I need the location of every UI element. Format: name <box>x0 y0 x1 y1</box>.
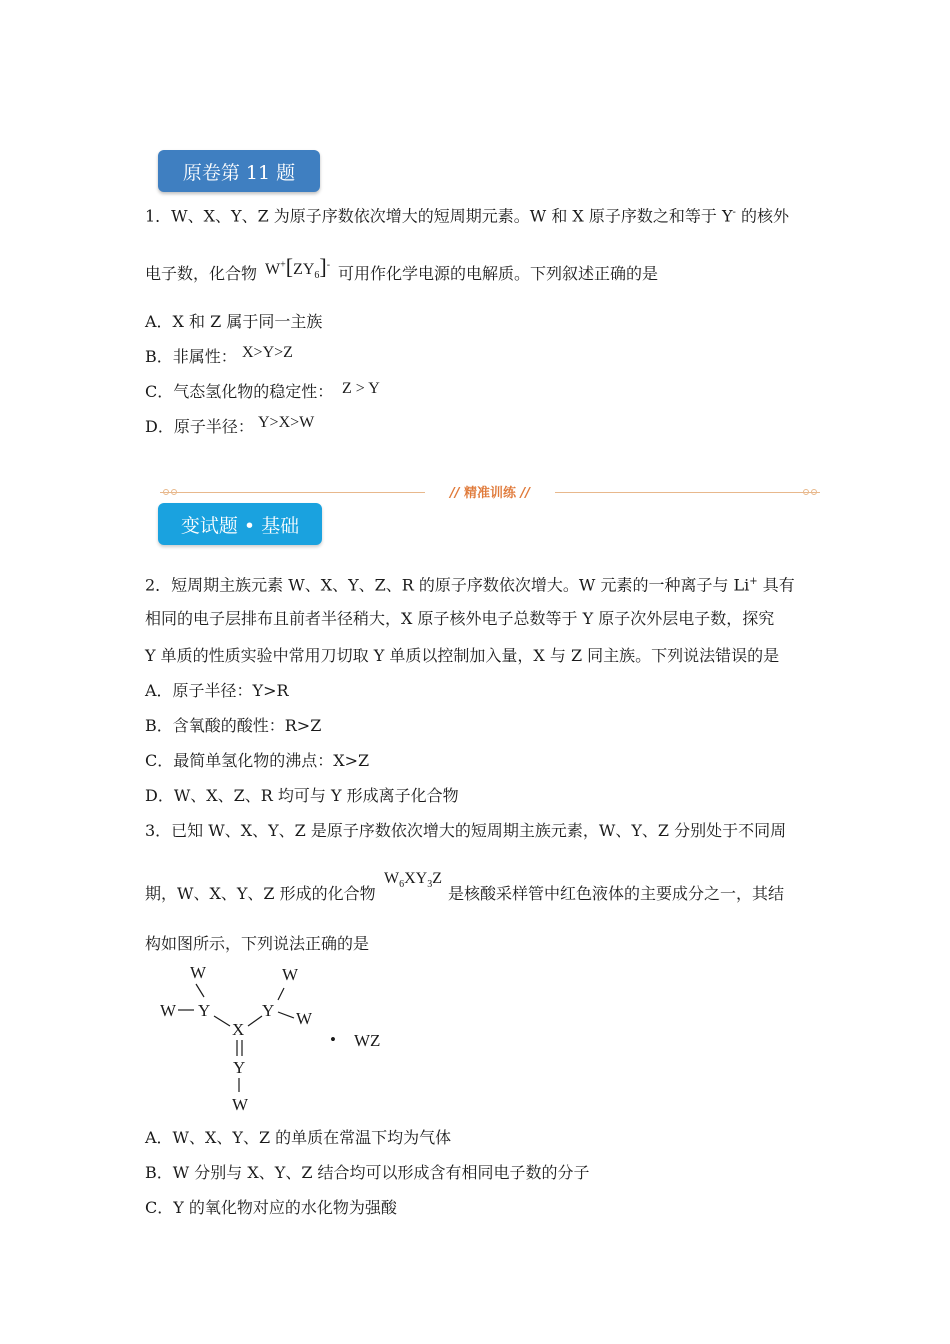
question-1-line-2 <box>145 264 257 284</box>
option-math: Z > Y <box>342 380 380 397</box>
superscript: - <box>326 259 331 271</box>
question-2-line-2 <box>145 609 774 629</box>
question-text: 可用作化学电源的电解质。下列叙述正确的是 <box>338 264 659 283</box>
question-text: 的核外 <box>735 206 790 226</box>
section-banner-variant <box>158 503 322 545</box>
subscript: 6 <box>314 270 320 282</box>
option-b[interactable] <box>145 1163 590 1183</box>
atom-w: W <box>296 1009 313 1028</box>
question-text: 3．已知 W、X、Y、Z 是原子序数依次增大的短周期主族元素，W、Y、Z 分别处于不同周 <box>145 821 787 840</box>
option-label: D．原子半径： <box>145 417 254 436</box>
option-d-math <box>258 414 314 432</box>
structure-diagram <box>150 960 410 1120</box>
formula-cation: W <box>265 261 281 278</box>
option-c[interactable] <box>145 382 333 402</box>
question-text: 2．短周期主族元素 W、X、Y、Z、R 的原子序数依次增大。W 元素的一种离子与 Li <box>145 575 750 595</box>
divider-label: // 精准训练 // <box>449 486 531 501</box>
option-label: D．W、X、Z、R 均可与 Y 形成离子化合物 <box>145 786 459 805</box>
question-text: 电子数，化合物 <box>145 264 258 283</box>
option-math: X>Y>Z <box>242 344 293 361</box>
option-d[interactable] <box>145 417 254 437</box>
question-2-line-1 <box>145 572 795 595</box>
divider-dots-icon <box>162 488 178 496</box>
formula-w6xy3z: $W_6XY_3Z$ <box>384 870 442 891</box>
superscript: + <box>749 576 758 587</box>
atom-w: W <box>232 1095 249 1114</box>
option-label: C．最简单氢化物的沸点：X>Z <box>145 751 370 770</box>
question-text: 具有 <box>757 575 795 595</box>
question-3-line-3 <box>145 934 369 954</box>
formula-anion: ZY <box>293 261 315 278</box>
question-text: Y 单质的性质实验中常用刀切取 Y 单质以控制加入量，X 与 Z 同主族。下列说法错误的是 <box>145 646 780 665</box>
atom-w: W <box>160 1001 177 1020</box>
option-label: A．原子半径：Y>R <box>145 681 289 700</box>
question-text: 相同的电子层排布且前者半径稍大，X 原子核外电子总数等于 Y 原子次外层电子数，探究 <box>145 609 775 628</box>
option-math: Y>X>W <box>258 414 315 431</box>
question-1-line-1 <box>145 203 789 226</box>
section-banner-label: 变试题 • 基础 <box>180 514 300 537</box>
question-1-line-2-tail <box>338 264 658 284</box>
option-label: A．W、X、Y、Z 的单质在常温下均为气体 <box>145 1128 452 1147</box>
question-text: 期，W、X、Y、Z 形成的化合物 <box>145 884 376 903</box>
atom-w: W <box>282 965 299 984</box>
atom-y: Y <box>233 1058 246 1077</box>
option-c[interactable] <box>145 751 369 771</box>
superscript: - <box>732 207 736 218</box>
superscript: + <box>280 259 286 271</box>
bullet-dot: • <box>330 1030 336 1049</box>
option-label: C．气态氢化物的稳定性： <box>145 382 334 401</box>
question-text: 1．W、X、Y、Z 为原子序数依次增大的短周期元素。W 和 X 原子序数之和等于 Y <box>145 206 733 226</box>
question-text: 构如图所示，下列说法正确的是 <box>145 934 370 953</box>
option-label: B．W 分别与 X、Y、Z 结合均可以形成含有相同电子数的分子 <box>145 1163 590 1182</box>
question-2-line-3 <box>145 646 779 666</box>
option-d[interactable] <box>145 786 459 806</box>
option-b[interactable] <box>145 347 237 367</box>
option-c-math <box>342 380 380 398</box>
option-b[interactable] <box>145 716 321 736</box>
option-b-math <box>242 344 293 362</box>
atom-y: Y <box>198 1001 211 1020</box>
option-label: C．Y 的氧化物对应的水化物为强酸 <box>145 1198 397 1217</box>
salt-wz: WZ <box>354 1031 381 1050</box>
question-3-line-2 <box>145 884 376 904</box>
question-3-line-1 <box>145 821 786 841</box>
atom-w: W <box>190 963 207 982</box>
divider-dots-icon <box>802 488 818 496</box>
option-label: B．含氧酸的酸性：R>Z <box>145 716 322 735</box>
section-banner-label: 原卷第 11 题 <box>182 161 296 184</box>
formula-w-zy6: $W^+[ZY_6]^-$ <box>265 254 331 282</box>
option-a[interactable] <box>145 1128 451 1148</box>
option-a[interactable] <box>145 312 322 332</box>
option-c[interactable] <box>145 1198 397 1218</box>
section-divider <box>160 482 820 502</box>
question-3-line-2-tail <box>448 884 784 904</box>
option-label: A．X 和 Z 属于同一主族 <box>145 312 323 331</box>
section-banner-original <box>158 150 320 192</box>
option-a[interactable] <box>145 681 289 701</box>
atom-y: Y <box>262 1001 275 1020</box>
question-text: 是核酸采样管中红色液体的主要成分之一，其结 <box>448 884 785 903</box>
option-label: B．非属性： <box>145 347 237 366</box>
atom-x: X <box>232 1020 245 1039</box>
